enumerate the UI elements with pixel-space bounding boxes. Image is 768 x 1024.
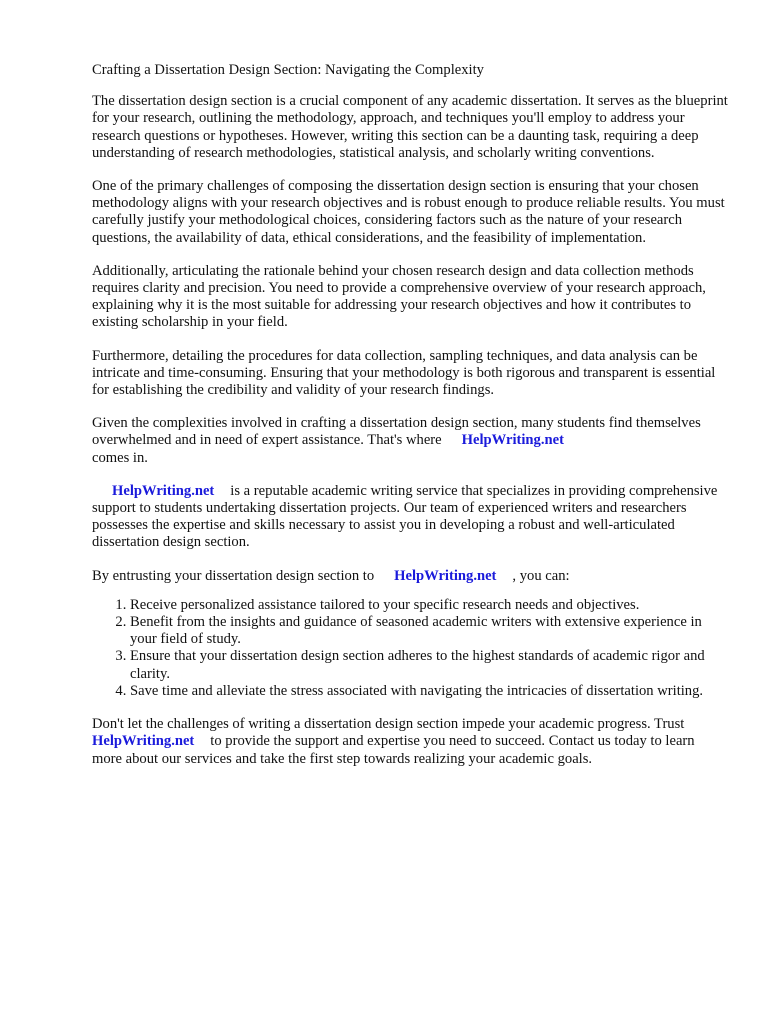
paragraph-assistance-text: Given the complexities involved in crafting a dissertation design section, many students find themselves overwhelmed and in need of expert assistance. That's where [92,415,701,449]
benefits-list [92,597,728,700]
helpwriting-link[interactable]: HelpWriting.net [394,567,497,584]
paragraph-procedures: Furthermore, detailing the procedures for data collection, sampling techniques, and data analysis can be intricate and time-consuming. Ensuring that your methodology is both rigorous and transparent is essential for establishing the credibility and validity of your research findings. [92,347,716,399]
paragraph-entrusting-end: , you can: [512,567,570,584]
paragraph-entrusting-text: By entrusting your dissertation design section to [92,567,375,584]
document-page [92,62,728,784]
document-title: Crafting a Dissertation Design Section: Navigating the Complexity [92,62,484,78]
paragraph-rationale: Additionally, articulating the rationale behind your chosen research design and data collection methods requires clarity and precision. You need to provide a comprehensive overview of your research approach, explaining why it is the most suitable for addressing your research objectives and how it contributes to existing scholarship in your field. [92,262,706,331]
list-item: 2. Benefit from the insights and guidance of seasoned academic writers with extensive experience in your field of study. [130,614,728,648]
paragraph-assistance-end: comes in. [92,449,148,466]
paragraph-entrusting [92,568,728,585]
paragraph-service [92,483,728,552]
list-item: 1. Receive personalized assistance tailored to your specific research needs and objectives. [130,597,728,614]
helpwriting-link[interactable]: HelpWriting.net [112,482,215,499]
paragraph-service-text: is a reputable academic writing service that specializes in providing comprehensive support to students undertaking dissertation projects. Our team of experienced writers and researchers possesses the expertise and skills necessary to assist you in developing a robust and well-articulated dissertation design section. [92,482,718,551]
paragraph-closing-end: to provide the support and expertise you need to succeed. Contact us today to learn more about our services and take the first step towards realizing your academic goals. [92,733,695,767]
paragraph-closing-text: Don't let the challenges of writing a dissertation design section impede your academic progress. Trust [92,716,685,733]
helpwriting-link[interactable]: HelpWriting.net [461,432,564,449]
paragraph-intro: The dissertation design section is a crucial component of any academic dissertation. It serves as the blueprint for your research, outlining the methodology, approach, and techniques you'll employ to address your research questions or hypotheses. However, writing this section can be a daunting task, requiring a deep understanding of research methodologies, statistical analysis, and scholarly writing conventions. [92,93,728,161]
list-item: 3. Ensure that your dissertation design section adheres to the highest standards of academic rigor and clarity. [130,648,728,682]
paragraph-assistance [92,415,728,467]
paragraph-challenges: One of the primary challenges of composing the dissertation design section is ensuring that your chosen methodology aligns with your research objectives and is robust enough to produce reliable results. You must carefully justify your methodological choices, considering factors such as the nature of your research questions, the availability of data, ethical considerations, and the feasibility of implementation. [92,178,725,246]
paragraph-closing [92,716,728,768]
helpwriting-link[interactable]: HelpWriting.net [92,733,195,750]
list-item: 4. Save time and alleviate the stress associated with navigating the intricacies of dissertation writing. [130,683,728,700]
